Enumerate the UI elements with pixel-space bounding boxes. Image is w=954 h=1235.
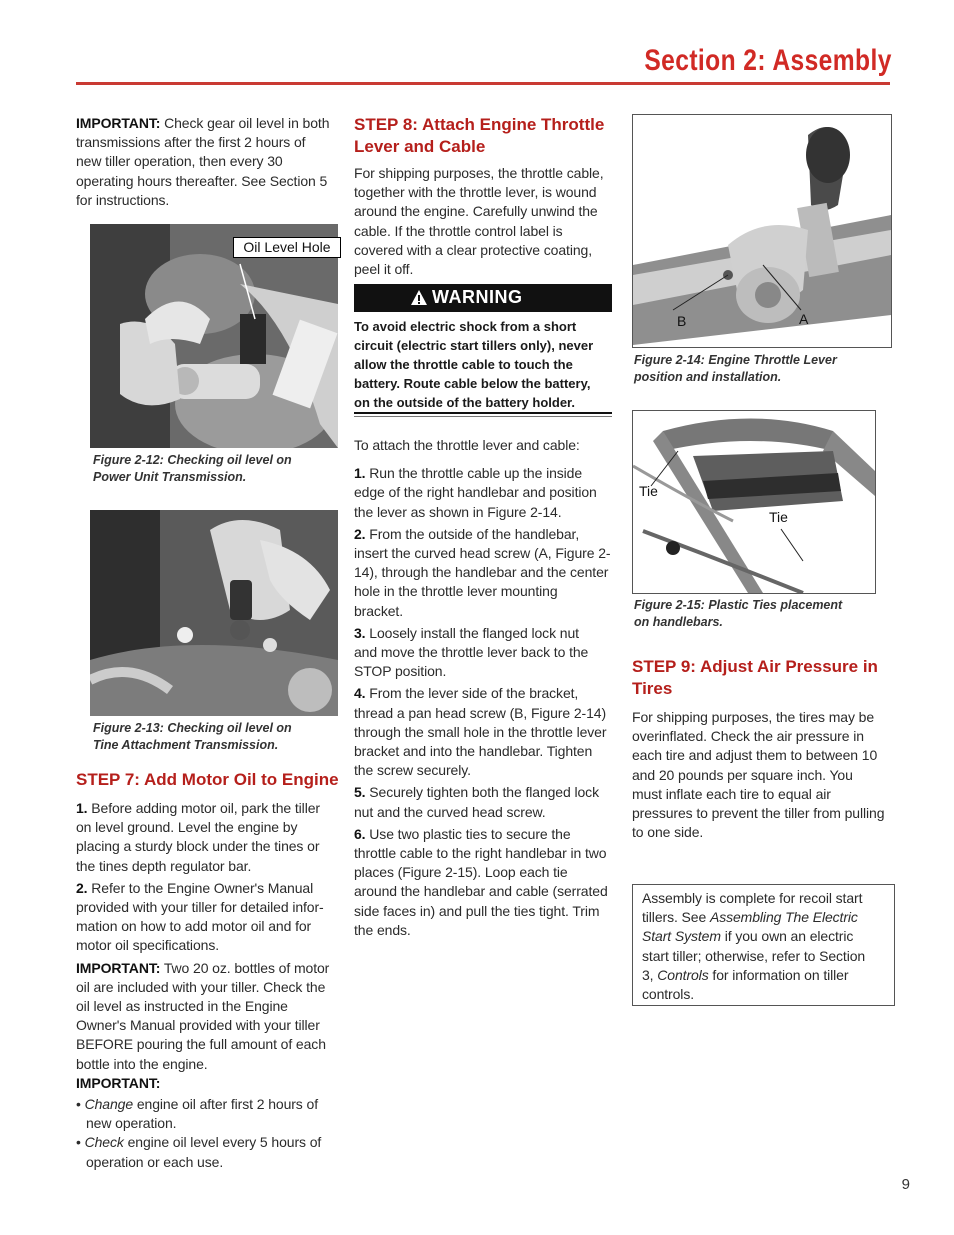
body-line: For shipping purposes, the tires may be [632,709,875,725]
item-number: 3. [354,624,366,641]
important-line: BEFORE pouring the full amount of each [76,1036,326,1053]
item-line: Run the throttle cable up the inside [369,465,583,482]
important-line: Two 20 oz. bottles of motor [163,959,330,976]
label-b: B [677,313,687,329]
body-line: to one side. [632,824,704,841]
important-label: IMPORTANT: [76,959,161,976]
caption-line: Figure 2-12: Checking oil level on [93,453,292,467]
intro-line: covered with a clear protective coating, [354,241,593,258]
important-label: IMPORTANT: [76,1074,161,1091]
figure-2-14-frame [632,114,892,348]
item-line: From the outside of the handlebar, [369,525,580,542]
item-line: Securely tighten both the flanged lock [369,784,599,801]
item-line: edge of the right handlebar and position [354,484,597,501]
note-reference: Controls [657,966,709,983]
figure-2-15-illustration [633,411,875,593]
warning-line: To avoid electric shock from a short [354,319,577,334]
item-line: side faces in) and pull the ties tight. Trim [354,902,600,919]
note-text: if you own an electric [720,928,854,945]
item-line: throttle cable to the right handlebar in two [354,845,607,862]
important-line: new tiller operation, then every 30 [76,153,283,170]
note-reference: Start System [642,928,721,945]
page-number: 9 [901,1176,910,1193]
caption-line: Figure 2-13: Checking oil level on [93,721,292,735]
item-line: Use two plastic ties to secure the [369,825,571,842]
figure-2-15-frame [632,410,876,594]
figure-2-12-caption [93,452,353,486]
bullet-emphasis: Check [84,1134,124,1151]
item-line: motor oil specifications. [76,937,220,954]
item-line: through the small hole in the throttle lever [354,723,607,740]
bullet-line: new operation. [86,1115,177,1132]
warning-rule-bottom [354,416,612,417]
step-9-heading [632,656,894,700]
note-text: 3, [642,966,658,983]
bullet-emphasis: Change [84,1096,134,1113]
item-number: 2. [354,525,366,542]
item-line: mation on how to add motor oil and for [76,918,312,935]
heading-line: STEP 8: Attach Engine Throttle [354,115,605,134]
item-line: Before adding motor oil, park the tiller [91,800,320,816]
figure-2-14-caption [634,352,894,386]
warning-rule-top [354,412,612,414]
item-line: around the handlebar and cable (serrated [354,883,608,900]
item-line: bracket. [354,602,403,619]
note-text: for information on tiller [708,966,849,983]
heading-line: Lever and Cable [354,137,486,156]
step-8-heading [354,114,616,158]
item-line: the ends. [354,921,411,938]
header-rule [76,82,890,85]
figure-2-13-photo [90,510,338,716]
caption-line: Tine Attachment Transmission. [93,738,279,752]
step-8-intro [354,164,616,279]
body-line: and 20 pounds per square inch. You [632,766,853,783]
note-text: tillers. See [642,909,710,926]
item-line: the tines depth regulator bar. [76,857,252,874]
assembly-complete-note [632,884,895,1006]
important-note [76,114,338,210]
tie-label-left: Tie [639,483,658,499]
step-7-heading: STEP 7: Add Motor Oil to Engine [76,770,339,789]
section-title: Section 2: Assembly [644,44,892,77]
item-line: Refer to the Engine Owner's Manual [91,879,314,896]
warning-triangle-icon [410,289,428,306]
figure-2-13-caption [93,720,353,754]
important-line: Check gear oil level in both [164,115,330,131]
step-7-body: 1. Before adding motor oil, park the tiller on level ground. Level the engine by placing a sturdy block under the tines or the tines depth regulator bar. 2. Refer to the Engine Owner's Manual provided with your tiller for detailed infor- mation on how to add motor oil and for motor oil specifications. IMPORTANT: Two 20 oz. bottles of motor oil are included with your tiller. Check the oil level as instructed in the Engine Owner's Manual provided with your tiller BEFORE pouring the full amount of each bottle into the engine. IMPORTANT: • Change engine oil after first 2 hours of new operation. • Check engine oil level every 5 hours of operation or each use. [76,799,340,1172]
heading-line: Tires [632,679,673,698]
bullet-line: operation or each use. [86,1153,224,1170]
item-line: hole in the throttle lever mounting [354,583,558,600]
caption-line: Figure 2-15: Plastic Ties placement [634,598,843,612]
figure-2-14-illustration [633,115,891,347]
note-line: controls. [642,986,695,1003]
item-line: on level ground. Level the engine by [76,819,298,836]
item-number: 1. [76,800,88,816]
warning-banner [354,284,612,312]
item-number: 1. [354,465,366,482]
item-line: From the lever side of the bracket, [369,685,579,702]
item-line: provided with your tiller for detailed infor- [76,899,324,916]
warning-line: circuit (electric start tillers only), never [354,338,594,353]
caption-line: on handlebars. [634,615,723,629]
warning-label: WARNING [432,287,523,307]
item-line: the lever as shown in Figure 2-14. [354,503,562,520]
bullet-line: engine oil after first 2 hours of [136,1096,318,1113]
intro-line: cable. If the throttle control label is [354,222,563,239]
bullet-line: engine oil level every 5 hours of [127,1134,322,1151]
important-label: IMPORTANT: [76,115,161,131]
caption-line: position and installation. [634,370,782,384]
attach-intro: To attach the throttle lever and cable: [354,437,580,453]
item-line: thread a pan head screw (B, Figure 2-14) [354,704,607,721]
important-line: oil are included with your tiller. Check the [76,978,326,995]
step-9-body [632,708,894,842]
body-line: pressures to prevent the tiller from pulling [632,805,885,822]
warning-line: on the outside of the battery holder. [354,395,576,410]
warning-line: allow the throttle cable to touch the [354,357,573,372]
intro-line: peel it off. [354,261,414,278]
throttle-instructions [354,436,616,940]
body-line: overinflated. Check the air pressure in [632,728,864,745]
important-line: bottle into the engine. [76,1055,208,1072]
item-line: placing a sturdy block under the tines or [76,838,320,855]
important-line: for instructions. [76,191,170,208]
item-line: STOP position. [354,663,447,680]
item-number: 6. [354,825,366,842]
item-line: places (Figure 2-15). Loop each tie [354,864,568,881]
important-line: operating hours thereafter. See Section 5 [76,172,328,189]
heading-line: STEP 9: Adjust Air Pressure in [632,657,878,676]
item-line: 14), through the handlebar and the center [354,564,609,581]
oil-level-hole-callout: Oil Level Hole [233,237,341,258]
item-line: Loosely install the flanged lock nut [369,624,579,641]
note-line: Assembly is complete for recoil start [642,890,863,906]
intro-line: For shipping purposes, the throttle cable, [354,165,604,181]
important-line: oil level as instructed in the Engine [76,998,288,1015]
caption-line: Figure 2-14: Engine Throttle Lever [634,353,837,367]
item-line: and move the throttle lever back to the [354,644,589,661]
intro-line: together with the throttle lever, is wound [354,184,597,201]
figure-2-15-caption [634,597,894,631]
note-reference: Assembling The Electric [709,909,858,926]
caption-line: Power Unit Transmission. [93,470,247,484]
item-line: the screw securely. [354,762,471,779]
important-line: Owner's Manual provided with your tiller [76,1017,320,1034]
tie-label-right: Tie [769,509,788,525]
important-line: transmissions after the first 2 hours of [76,134,306,151]
warning-text [354,317,616,412]
body-line: must inflate each tire to equal air [632,785,831,802]
item-number: 4. [354,685,366,702]
note-line: start tiller; otherwise, refer to Section [642,947,866,964]
item-line: bracket and into the handlebar. Tighten [354,743,593,760]
item-number: 5. [354,784,366,801]
body-line: each tire and adjust them to between 10 [632,747,878,764]
item-line: nut and the curved head screw. [354,803,546,820]
warning-line: battery. Route cable below the battery, [354,376,591,391]
item-number: 2. [76,879,88,896]
label-a: A [799,311,809,327]
item-line: insert the curved head screw (A, Figure 2- [354,545,611,562]
intro-line: around the engine. Carefully unwind the [354,203,598,220]
